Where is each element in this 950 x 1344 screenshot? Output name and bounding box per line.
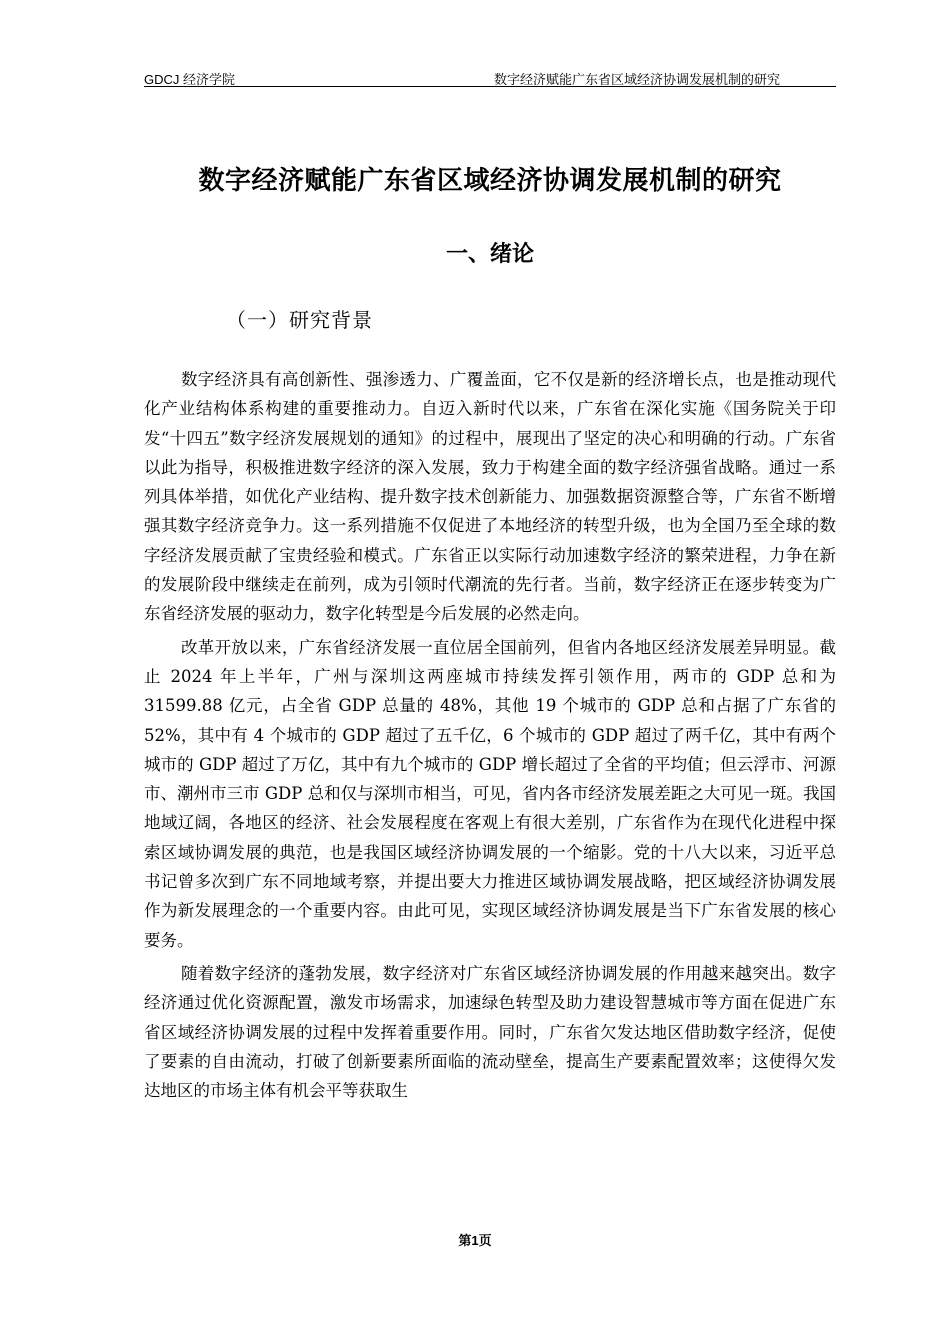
paragraph-1: 数字经济具有高创新性、强渗透力、广覆盖面，它不仅是新的经济增长点，也是推动现代化产业结构体系构建的重要推动力。自迈入新时代以来，广东省在深化实施《国务院关于印发“十四五”数字经济发展规划的通知》的过程中，展现出了坚定的决心和明确的行动。广东省以此为指导，积极推进数字经济的深入发展，致力于构建全面的数字经济强省战略。通过一系列具体举措，如优化产业结构、提升数字技术创新能力、加强数据资源整合等，广东省不断增强其数字经济竞争力。这一系列措施不仅促进了本地经济的转型升级，也为全国乃至全球的数字经济发展贡献了宝贵经验和模式。广东省正以实际行动加速数字经济的繁荣进程，力争在新的发展阶段中继续走在前列，成为引领时代潮流的先行者。当前，数字经济正在逐步转变为广东省经济发展的驱动力，数字化转型是今后发展的必然走向。 [144,370,836,624]
paragraph-3: 随着数字经济的蓬勃发展，数字经济对广东省区域经济协调发展的作用越来越突出。数字经济通过优化资源配置，激发市场需求，加速绿色转型及助力建设智慧城市等方面在促进广东省区域经济协调发展的过程中发挥着重要作用。同时，广东省欠发达地区借助数字经济，促使了要素的自由流动，打破了创新要素所面临的流动壁垒，提高生产要素配置效率；这使得欠发达地区的市场主体有机会平等获取生 [144,963,836,1101]
body-text [144,365,836,1109]
header-rule [144,86,836,87]
document-title: 数字经济赋能广东省区域经济协调发展机制的研究 [198,166,782,196]
paragraph-2: 改革开放以来，广东省经济发展一直位居全国前列，但省内各地区经济发展差异明显。截止 2024 年上半年，广州与深圳这两座城市持续发挥引领作用，两市的 GDP 总和为 31599.88 亿元，占全省 GDP 总量的 48%，其他 19 个城市的 GDP 总和占据了广东省的 52%，其中有 4 个城市的 GDP 超过了五千亿，6 个城市的 GDP 超过了两千亿，其中有两个城市的 GDP 超过了万亿，其中有九个城市的 GDP 增长超过了全省的平均值；但云浮市、河源市、潮州市三市 GDP 总和仅与深圳市相当，可见，省内各市经济发展差距之大可见一斑。我国地域辽阔，各地区的经济、社会发展程度在客观上有很大差别，广东省作为在现代化进程中探索区域协调发展的典范，也是我国区域经济协调发展的一个缩影。党的十八大以来，习近平总书记曾多次到广东不同地域考察，并提出要大力推进区域协调发展战略，把区域经济协调发展作为新发展理念的一个重要内容。由此可见，实现区域经济协调发展是当下广东省发展的核心要务。 [144,637,836,950]
header-left: GDCJ 经济学院 [144,72,236,87]
subsection-heading: （一）研究背景 [226,308,373,332]
page-number: 第1页 [458,1233,492,1248]
header-right: 数字经济赋能广东省区域经济协调发展机制的研究 [493,72,780,87]
section-heading: 一、绪论 [445,242,534,267]
